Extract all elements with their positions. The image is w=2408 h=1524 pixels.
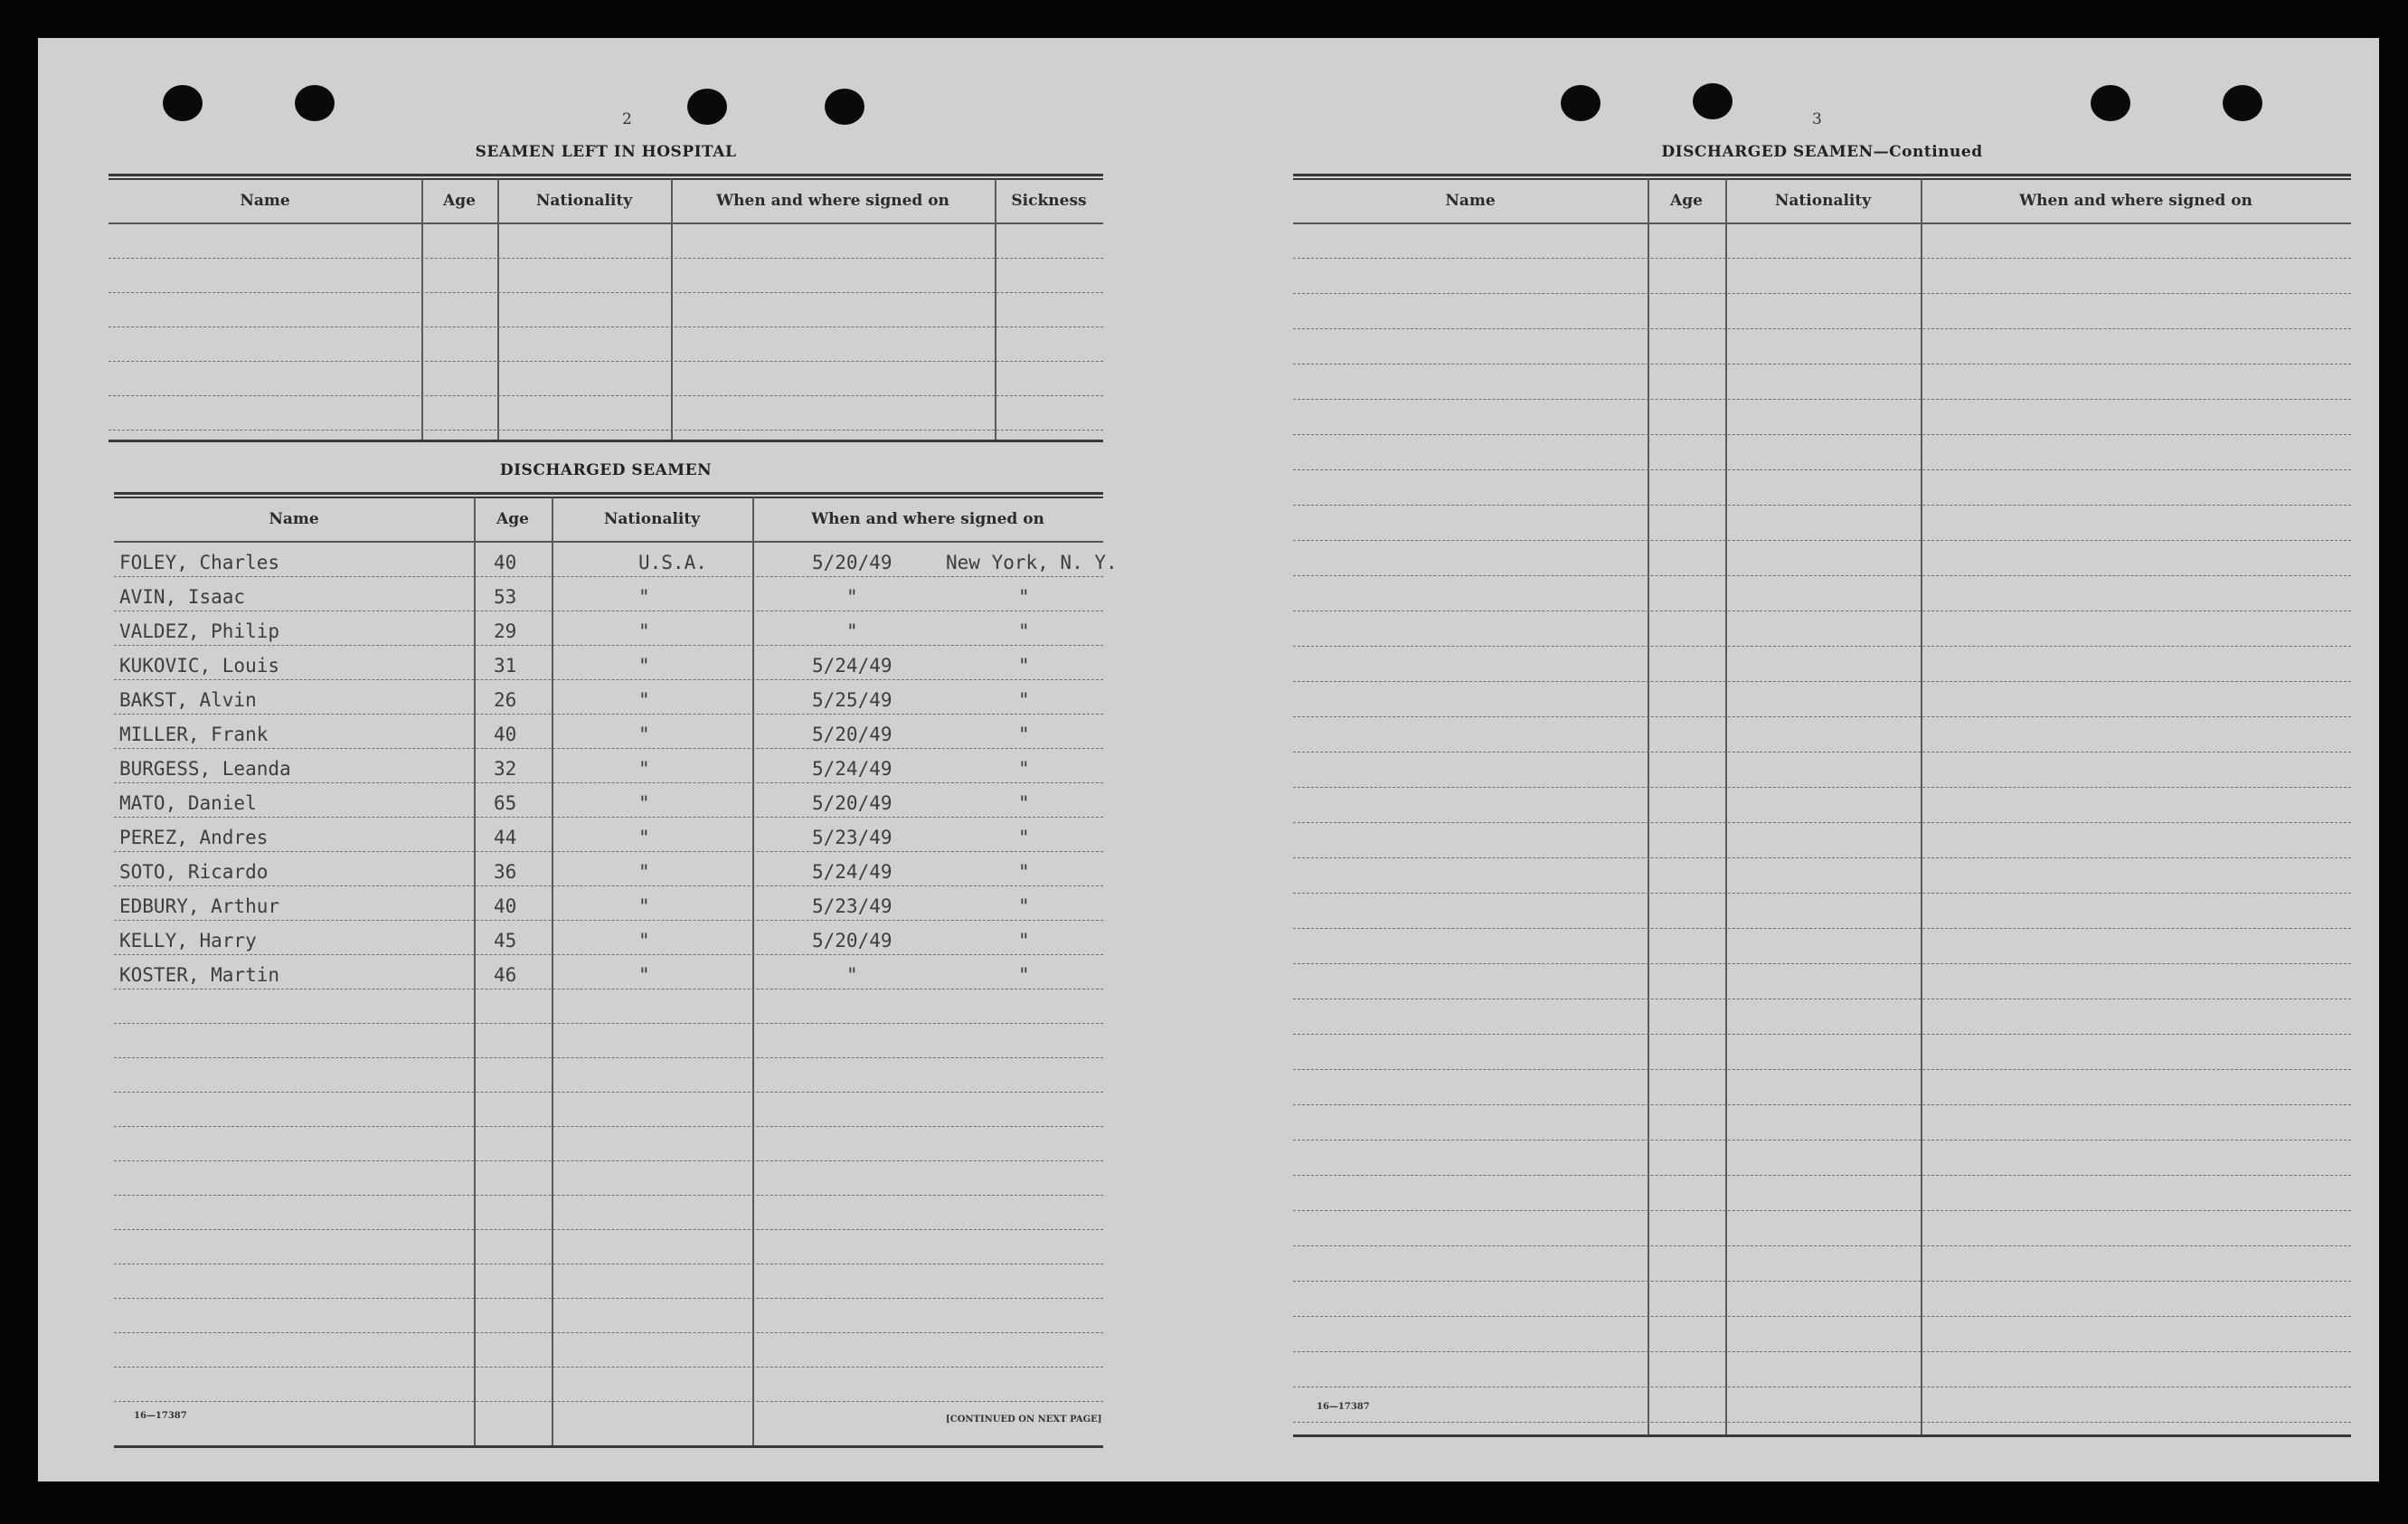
signed-on-place: " bbox=[1018, 724, 1030, 745]
table-row bbox=[1293, 1036, 2351, 1070]
table-row bbox=[114, 1024, 1103, 1058]
table-row bbox=[114, 1264, 1103, 1299]
seaman-nationality: " bbox=[638, 792, 650, 814]
table-row bbox=[114, 680, 1103, 715]
table-row bbox=[1293, 330, 2351, 364]
continued-header-nationality: Nationality bbox=[1774, 192, 1872, 210]
discharged-header-age: Age bbox=[496, 510, 529, 528]
seaman-name: MATO, Daniel bbox=[119, 792, 257, 814]
signed-on-place: " bbox=[1018, 861, 1030, 883]
table-row bbox=[1293, 1247, 2351, 1282]
signed-on-place: " bbox=[1018, 758, 1030, 780]
discharged-continued-table bbox=[1293, 174, 2351, 1440]
table-row bbox=[114, 852, 1103, 886]
table-row bbox=[1293, 1177, 2351, 1211]
punch-hole bbox=[1561, 85, 1601, 121]
hospital-table bbox=[109, 174, 1103, 445]
table-row bbox=[109, 293, 1103, 327]
seaman-nationality: " bbox=[638, 620, 650, 642]
signed-on-place: " bbox=[1018, 689, 1030, 711]
table-row bbox=[114, 989, 1103, 1024]
hospital-table-title: SEAMEN LEFT IN HOSPITAL bbox=[475, 143, 737, 161]
table-row bbox=[1293, 930, 2351, 964]
seaman-age: 53 bbox=[494, 586, 517, 608]
table-row bbox=[114, 818, 1103, 852]
table-row bbox=[114, 543, 1118, 577]
hospital-header-sickness: Sickness bbox=[1011, 192, 1087, 210]
table-row bbox=[1293, 471, 2351, 506]
seaman-nationality: U.S.A. bbox=[638, 552, 707, 573]
document-sheet bbox=[38, 38, 2379, 1481]
seaman-age: 44 bbox=[494, 827, 517, 848]
table-row bbox=[1293, 1388, 2351, 1423]
signed-on-place: " bbox=[1018, 930, 1030, 951]
table-row bbox=[1293, 365, 2351, 400]
table-row bbox=[1293, 506, 2351, 541]
table-row bbox=[109, 224, 1103, 259]
table-row bbox=[114, 1299, 1103, 1333]
table-row bbox=[1293, 965, 2351, 999]
discharged-continued-title-sub: —Continued bbox=[1873, 143, 1983, 161]
punch-hole bbox=[687, 89, 727, 125]
discharged-header-nationality: Nationality bbox=[603, 510, 701, 528]
signed-on-date: 5/25/49 bbox=[812, 689, 892, 711]
table-row bbox=[1293, 260, 2351, 294]
table-row bbox=[1293, 1000, 2351, 1035]
seaman-age: 26 bbox=[494, 689, 517, 711]
signed-on-date: 5/20/49 bbox=[812, 930, 892, 951]
table-row bbox=[1293, 895, 2351, 929]
table-row bbox=[114, 715, 1103, 749]
seaman-age: 36 bbox=[494, 861, 517, 883]
table-row bbox=[1293, 1353, 2351, 1387]
signed-on-place: " bbox=[1018, 655, 1030, 677]
seaman-name: BAKST, Alvin bbox=[119, 689, 257, 711]
table-row bbox=[1293, 436, 2351, 470]
table-row bbox=[1293, 542, 2351, 576]
seaman-name: VALDEZ, Philip bbox=[119, 620, 280, 642]
seaman-name: KUKOVIC, Louis bbox=[119, 655, 280, 677]
signed-on-date: " bbox=[846, 620, 858, 642]
seaman-age: 29 bbox=[494, 620, 517, 642]
signed-on-place: " bbox=[1018, 792, 1030, 814]
table-row bbox=[114, 1127, 1103, 1161]
seaman-nationality: " bbox=[638, 930, 650, 951]
seaman-nationality: " bbox=[638, 758, 650, 780]
signed-on-date: 5/24/49 bbox=[812, 758, 892, 780]
hospital-header-nationality: Nationality bbox=[535, 192, 633, 210]
discharged-header-signed-on: When and where signed on bbox=[811, 510, 1044, 528]
signed-on-place: " bbox=[1018, 964, 1030, 986]
table-row bbox=[114, 1058, 1103, 1093]
seaman-name: BURGESS, Leanda bbox=[119, 758, 291, 780]
signed-on-date: " bbox=[846, 964, 858, 986]
table-row bbox=[1293, 1106, 2351, 1141]
seaman-nationality: " bbox=[638, 655, 650, 677]
continued-header-age: Age bbox=[1670, 192, 1703, 210]
table-row bbox=[1293, 683, 2351, 717]
discharged-continued-title-main: DISCHARGED SEAMEN bbox=[1661, 143, 1874, 161]
table-row bbox=[109, 396, 1103, 431]
table-row bbox=[1293, 824, 2351, 858]
seaman-nationality: " bbox=[638, 861, 650, 883]
signed-on-place: New York, N. Y. bbox=[946, 552, 1118, 573]
table-row bbox=[114, 1161, 1103, 1196]
table-row bbox=[109, 259, 1103, 293]
table-row bbox=[109, 327, 1103, 362]
signed-on-date: 5/24/49 bbox=[812, 861, 892, 883]
seaman-nationality: " bbox=[638, 964, 650, 986]
seaman-name: KELLY, Harry bbox=[119, 930, 257, 951]
discharged-header-name: Name bbox=[269, 510, 319, 528]
discharged-continued-title bbox=[1293, 143, 2351, 161]
punch-hole bbox=[2223, 85, 2262, 121]
table-row bbox=[1293, 753, 2351, 788]
hospital-header-name: Name bbox=[240, 192, 290, 210]
table-row bbox=[114, 783, 1103, 818]
seaman-name: EDBURY, Arthur bbox=[119, 895, 280, 917]
seaman-nationality: " bbox=[638, 827, 650, 848]
signed-on-date: 5/23/49 bbox=[812, 827, 892, 848]
signed-on-place: " bbox=[1018, 586, 1030, 608]
continued-header-signed-on: When and where signed on bbox=[2019, 192, 2252, 210]
punch-hole bbox=[1693, 83, 1733, 119]
punch-hole bbox=[825, 89, 864, 125]
signed-on-date: 5/20/49 bbox=[812, 724, 892, 745]
table-row bbox=[1293, 648, 2351, 682]
table-row bbox=[114, 577, 1103, 611]
table-row bbox=[1293, 1212, 2351, 1246]
discharged-table-title: DISCHARGED SEAMEN bbox=[499, 461, 713, 479]
seaman-age: 40 bbox=[494, 552, 517, 573]
table-row bbox=[114, 886, 1103, 921]
seaman-age: 32 bbox=[494, 758, 517, 780]
punch-hole bbox=[163, 85, 203, 121]
table-row bbox=[114, 749, 1103, 783]
seaman-age: 40 bbox=[494, 895, 517, 917]
table-row bbox=[109, 362, 1103, 396]
table-row bbox=[1293, 789, 2351, 823]
signed-on-date: 5/23/49 bbox=[812, 895, 892, 917]
hospital-header-age: Age bbox=[443, 192, 476, 210]
table-row bbox=[114, 1230, 1103, 1264]
table-row bbox=[1293, 1071, 2351, 1105]
signed-on-date: 5/20/49 bbox=[812, 552, 892, 573]
table-row bbox=[114, 1368, 1103, 1402]
table-row bbox=[114, 1333, 1103, 1368]
right-page-number: 3 bbox=[1812, 110, 1822, 128]
seaman-name: KOSTER, Martin bbox=[119, 964, 280, 986]
table-row bbox=[114, 646, 1103, 680]
seaman-age: 31 bbox=[494, 655, 517, 677]
table-row bbox=[114, 1093, 1103, 1127]
table-row bbox=[114, 1196, 1103, 1230]
hospital-header-signed-on: When and where signed on bbox=[716, 192, 949, 210]
left-page-number: 2 bbox=[622, 110, 632, 128]
table-row bbox=[114, 921, 1103, 955]
table-row bbox=[114, 955, 1103, 989]
seaman-age: 46 bbox=[494, 964, 517, 986]
table-row bbox=[1293, 401, 2351, 435]
seaman-nationality: " bbox=[638, 586, 650, 608]
table-row bbox=[114, 611, 1103, 646]
punch-hole bbox=[295, 85, 335, 121]
discharged-table bbox=[114, 492, 1118, 1454]
seaman-age: 65 bbox=[494, 792, 517, 814]
signed-on-place: " bbox=[1018, 620, 1030, 642]
table-row bbox=[1293, 1141, 2351, 1176]
continued-note: [CONTINUED ON NEXT PAGE] bbox=[946, 1415, 1102, 1425]
table-row bbox=[1293, 1283, 2351, 1317]
seaman-name: MILLER, Frank bbox=[119, 724, 269, 745]
table-row bbox=[1293, 295, 2351, 329]
seaman-age: 45 bbox=[494, 930, 517, 951]
seaman-name: SOTO, Ricardo bbox=[119, 861, 269, 883]
punch-hole bbox=[2091, 85, 2130, 121]
seaman-name: FOLEY, Charles bbox=[119, 552, 280, 573]
left-form-number: 16—17387 bbox=[134, 1411, 187, 1421]
continued-header-name: Name bbox=[1445, 192, 1496, 210]
seaman-nationality: " bbox=[638, 724, 650, 745]
seaman-name: PEREZ, Andres bbox=[119, 827, 269, 848]
signed-on-date: 5/20/49 bbox=[812, 792, 892, 814]
seaman-age: 40 bbox=[494, 724, 517, 745]
table-row bbox=[1293, 224, 2351, 259]
signed-on-date: 5/24/49 bbox=[812, 655, 892, 677]
table-row bbox=[1293, 612, 2351, 647]
signed-on-date: " bbox=[846, 586, 858, 608]
seaman-name: AVIN, Isaac bbox=[119, 586, 246, 608]
signed-on-place: " bbox=[1018, 895, 1030, 917]
table-row bbox=[1293, 859, 2351, 894]
seaman-nationality: " bbox=[638, 895, 650, 917]
right-form-number: 16—17387 bbox=[1317, 1402, 1370, 1412]
seaman-nationality: " bbox=[638, 689, 650, 711]
signed-on-place: " bbox=[1018, 827, 1030, 848]
table-row bbox=[1293, 577, 2351, 611]
table-row bbox=[1293, 718, 2351, 753]
table-row bbox=[1293, 1318, 2351, 1352]
